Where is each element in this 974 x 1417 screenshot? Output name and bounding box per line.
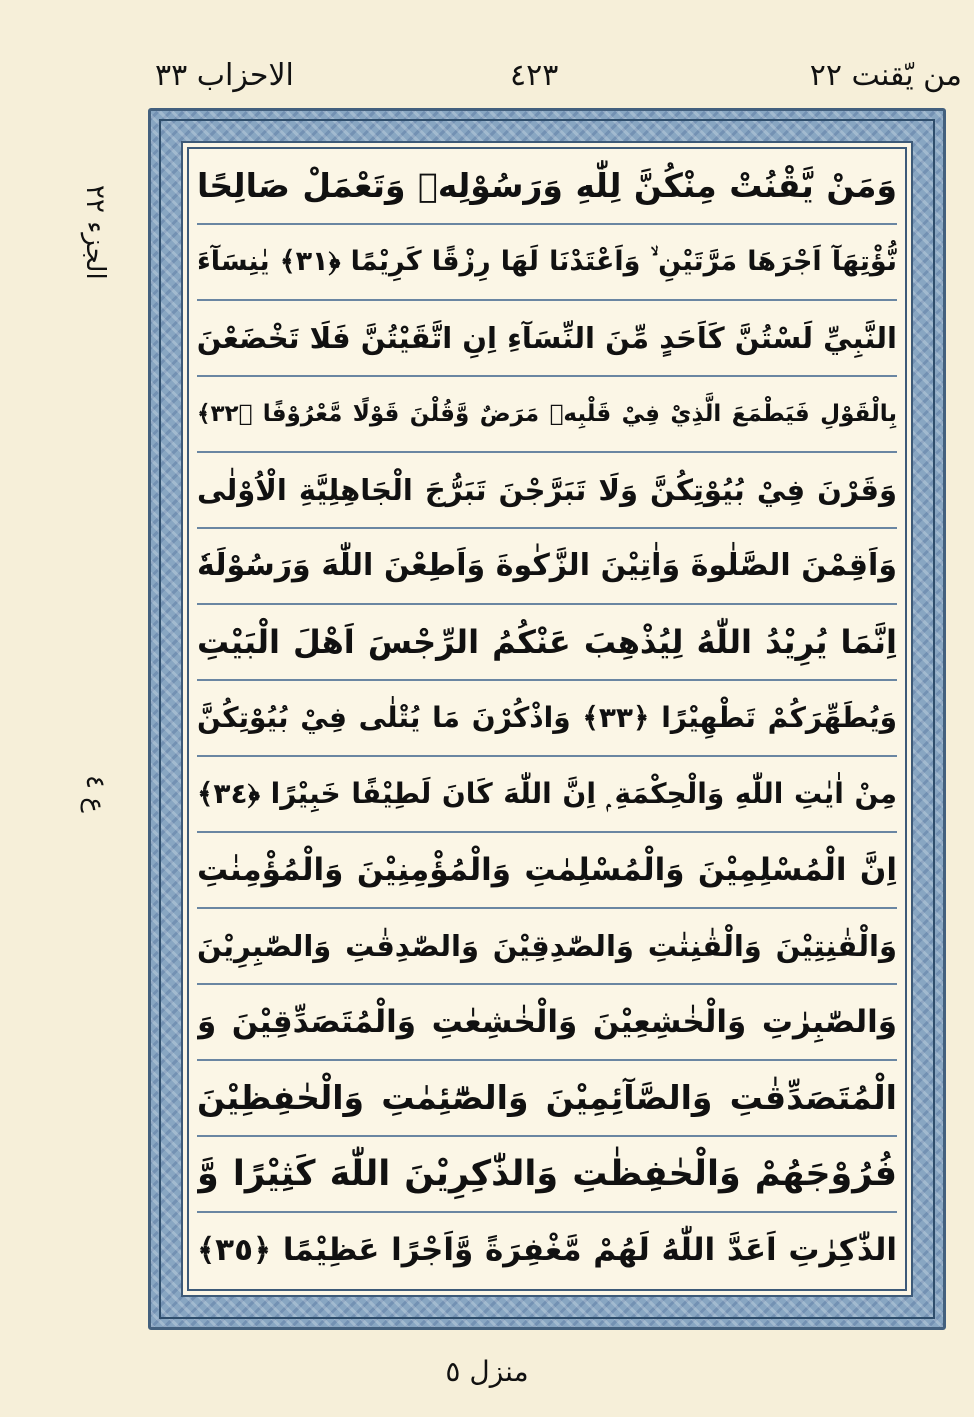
text-line-7: اِنَّمَا يُرِيْدُ اللّٰهُ لِيُذْهِبَ عَنْكُمُ الرِّجْسَ اَهْلَ الْبَيْتِ bbox=[197, 607, 897, 681]
text-line-15: الذّٰكِرٰتِ اَعَدَّ اللّٰهُ لَهُمْ مَّغْفِرَةً وَّاَجْرًا عَظِيْمًا ﴿٣٥﴾ bbox=[197, 1232, 897, 1268]
page-number: ٤٢٣ bbox=[510, 58, 559, 93]
text-line-12: وَالصّٰبِرٰتِ وَالْخٰشِعِيْنَ وَالْخٰشِعٰتِ وَالْمُتَصَدِّقِيْنَ وَ bbox=[197, 987, 897, 1061]
ruku-marker: ع ٤ bbox=[80, 775, 110, 813]
text-line-6: وَاَقِمْنَ الصَّلٰوةَ وَاٰتِيْنَ الزَّكٰوةَ وَاَطِعْنَ اللّٰهَ وَرَسُوْلَهٗ bbox=[197, 531, 897, 605]
text-line-9: مِنْ اٰيٰتِ اللّٰهِ وَالْحِكْمَةِ ۭ اِنَّ اللّٰهَ كَانَ لَطِيْفًا خَبِيْرًا ﴿٣٤﴾ bbox=[197, 759, 897, 833]
ornamental-border bbox=[148, 108, 946, 1330]
manzil-footer: منزل ٥ bbox=[445, 1355, 529, 1388]
text-line-2: نُّؤْتِهَآ اَجْرَهَا مَرَّتَيْنِ ۙ وَاَعْتَدْنَا لَهَا رِزْقًا كَرِيْمًا ﴿٣١﴾ يٰنِسَآءَ bbox=[197, 227, 897, 301]
text-line-4: بِالْقَوْلِ فَيَطْمَعَ الَّذِيْ فِيْ قَلْبِهٖ مَرَضٌ وَّقُلْنَ قَوْلًا مَّعْرُوْفًا ﴿٣٢﴾ bbox=[197, 379, 897, 453]
text-line-1: وَمَنْ يَّقْنُتْ مِنْكُنَّ لِلّٰهِ وَرَسُوْلِهٖ وَتَعْمَلْ صَالِحًا bbox=[197, 151, 897, 225]
page-header bbox=[0, 52, 974, 102]
surah-name: الاحزاب ٣٣ bbox=[155, 58, 294, 93]
text-line-13: الْمُتَصَدِّقٰتِ وَالصَّآئِمِيْنَ وَالصّٰٓئِمٰتِ وَالْحٰفِظِيْنَ bbox=[197, 1063, 897, 1137]
text-panel bbox=[181, 141, 913, 1297]
juz-marker: الجزء ٢٢ bbox=[80, 185, 110, 280]
text-line-8: وَيُطَهِّرَكُمْ تَطْهِيْرًا ﴿٣٣﴾ وَاذْكُرْنَ مَا يُتْلٰى فِيْ بُيُوْتِكُنَّ bbox=[197, 683, 897, 757]
text-line-3: النَّبِيِّ لَسْتُنَّ كَاَحَدٍ مِّنَ النِّسَآءِ اِنِ اتَّقَيْتُنَّ فَلَا تَخْضَعْنَ bbox=[197, 303, 897, 377]
para-name: من يّقنت ٢٢ bbox=[809, 58, 962, 93]
text-line-5: وَقَرْنَ فِيْ بُيُوْتِكُنَّ وَلَا تَبَرَّجْنَ تَبَرُّجَ الْجَاهِلِيَّةِ الْاُوْلٰى bbox=[197, 455, 897, 529]
text-line-14: فُرُوْجَهُمْ وَالْحٰفِظٰتِ وَالذّٰكِرِيْنَ اللّٰهَ كَثِيْرًا وَّ bbox=[197, 1139, 897, 1213]
text-line-11: وَالْقٰنِتِيْنَ وَالْقٰنِتٰتِ وَالصّٰدِقِيْنَ وَالصّٰدِقٰتِ وَالصّٰبِرِيْنَ bbox=[197, 911, 897, 985]
text-line-10: اِنَّ الْمُسْلِمِيْنَ وَالْمُسْلِمٰتِ وَالْمُؤْمِنِيْنَ وَالْمُؤْمِنٰتِ bbox=[197, 835, 897, 909]
